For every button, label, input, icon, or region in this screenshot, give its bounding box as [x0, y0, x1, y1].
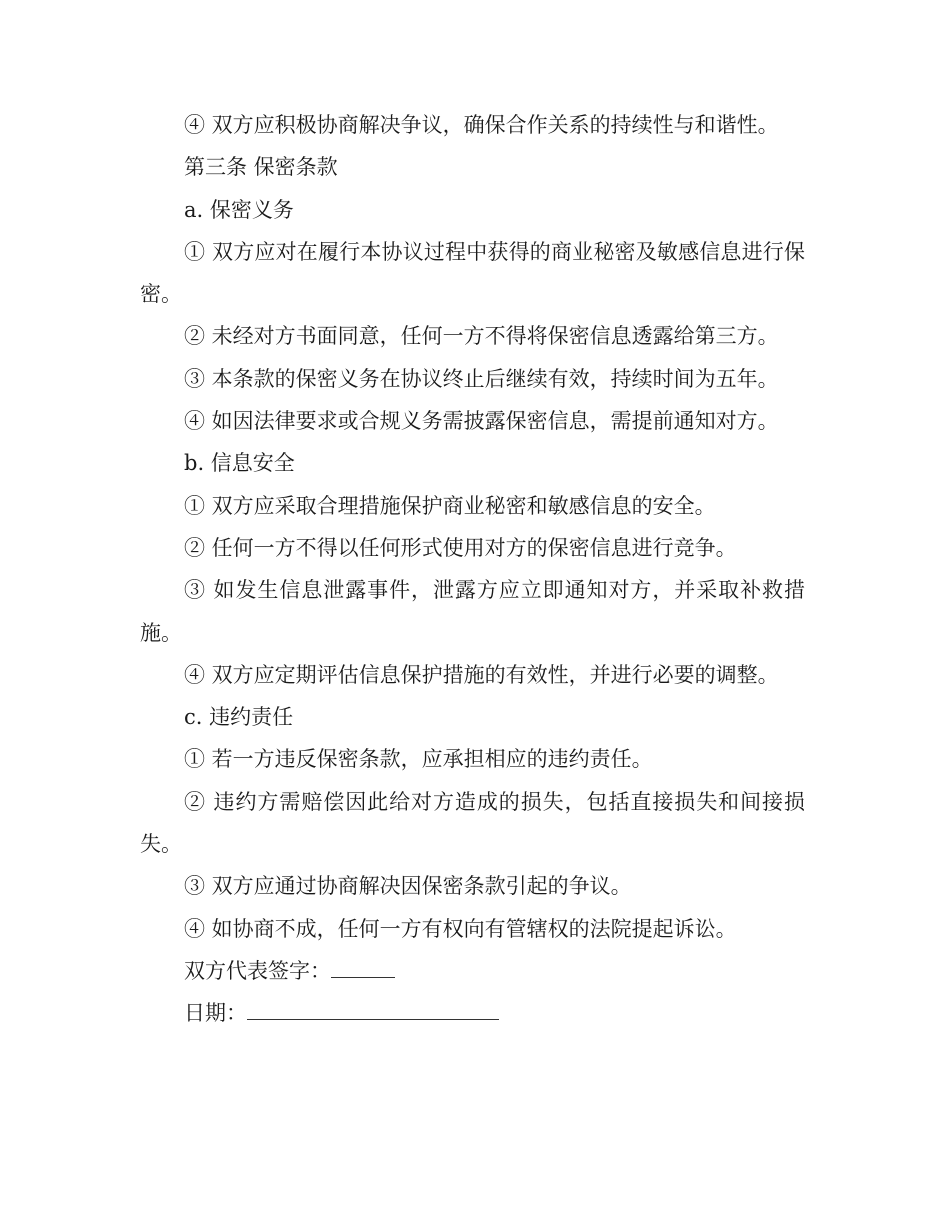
paragraph-b1: ① 双方应采取合理措施保护商业秘密和敏感信息的安全。: [184, 493, 716, 518]
paragraph-dispute-clause: ④ 双方应积极协商解决争议，确保合作关系的持续性与和谐性。: [184, 113, 779, 137]
paragraph-a2: ② 未经对方书面同意，任何一方不得将保密信息透露给第三方。: [184, 324, 779, 349]
paragraph-b4: ④ 双方应定期评估信息保护措施的有效性，并进行必要的调整。: [184, 662, 779, 687]
paragraph-c4: ④ 如协商不成，任何一方有权向有管辖权的法院提起诉讼。: [184, 916, 737, 941]
paragraph-a3: ③ 本条款的保密义务在协议终止后继续有效，持续时间为五年。: [184, 366, 779, 391]
article-three-heading: 第三条 保密条款: [184, 155, 338, 180]
date-blank-line[interactable]: [247, 1001, 499, 1020]
section-c-heading: c. 违约责任: [184, 705, 294, 730]
paragraph-c1: ① 若一方违反保密条款，应承担相应的违约责任。: [184, 747, 653, 772]
date-row: [140, 992, 805, 1034]
section-a-heading: a. 保密义务: [184, 197, 294, 222]
paragraph-a4: ④ 如因法律要求或合规义务需披露保密信息，需提前通知对方。: [184, 409, 779, 434]
paragraph-c3: ③ 双方应通过协商解决因保密条款引起的争议。: [184, 874, 632, 899]
paragraph-a1: ① 双方应对在履行本协议过程中获得的商业秘密及敏感信息进行保密。: [140, 239, 805, 307]
signature-label: 双方代表签字：: [184, 958, 331, 983]
signature-row: [140, 950, 805, 992]
paragraph-c2: ② 违约方需赔偿因此给对方造成的损失，包括直接损失和间接损失。: [140, 789, 805, 857]
paragraph-b3: ③ 如发生信息泄露事件，泄露方应立即通知对方，并采取补救措施。: [140, 578, 805, 645]
document-body: [140, 104, 805, 1035]
signature-blank-line[interactable]: [331, 959, 395, 978]
date-label: 日期：: [184, 1001, 247, 1026]
paragraph-b2: ② 任何一方不得以任何形式使用对方的保密信息进行竞争。: [184, 535, 737, 560]
section-b-heading: b. 信息安全: [184, 451, 295, 476]
